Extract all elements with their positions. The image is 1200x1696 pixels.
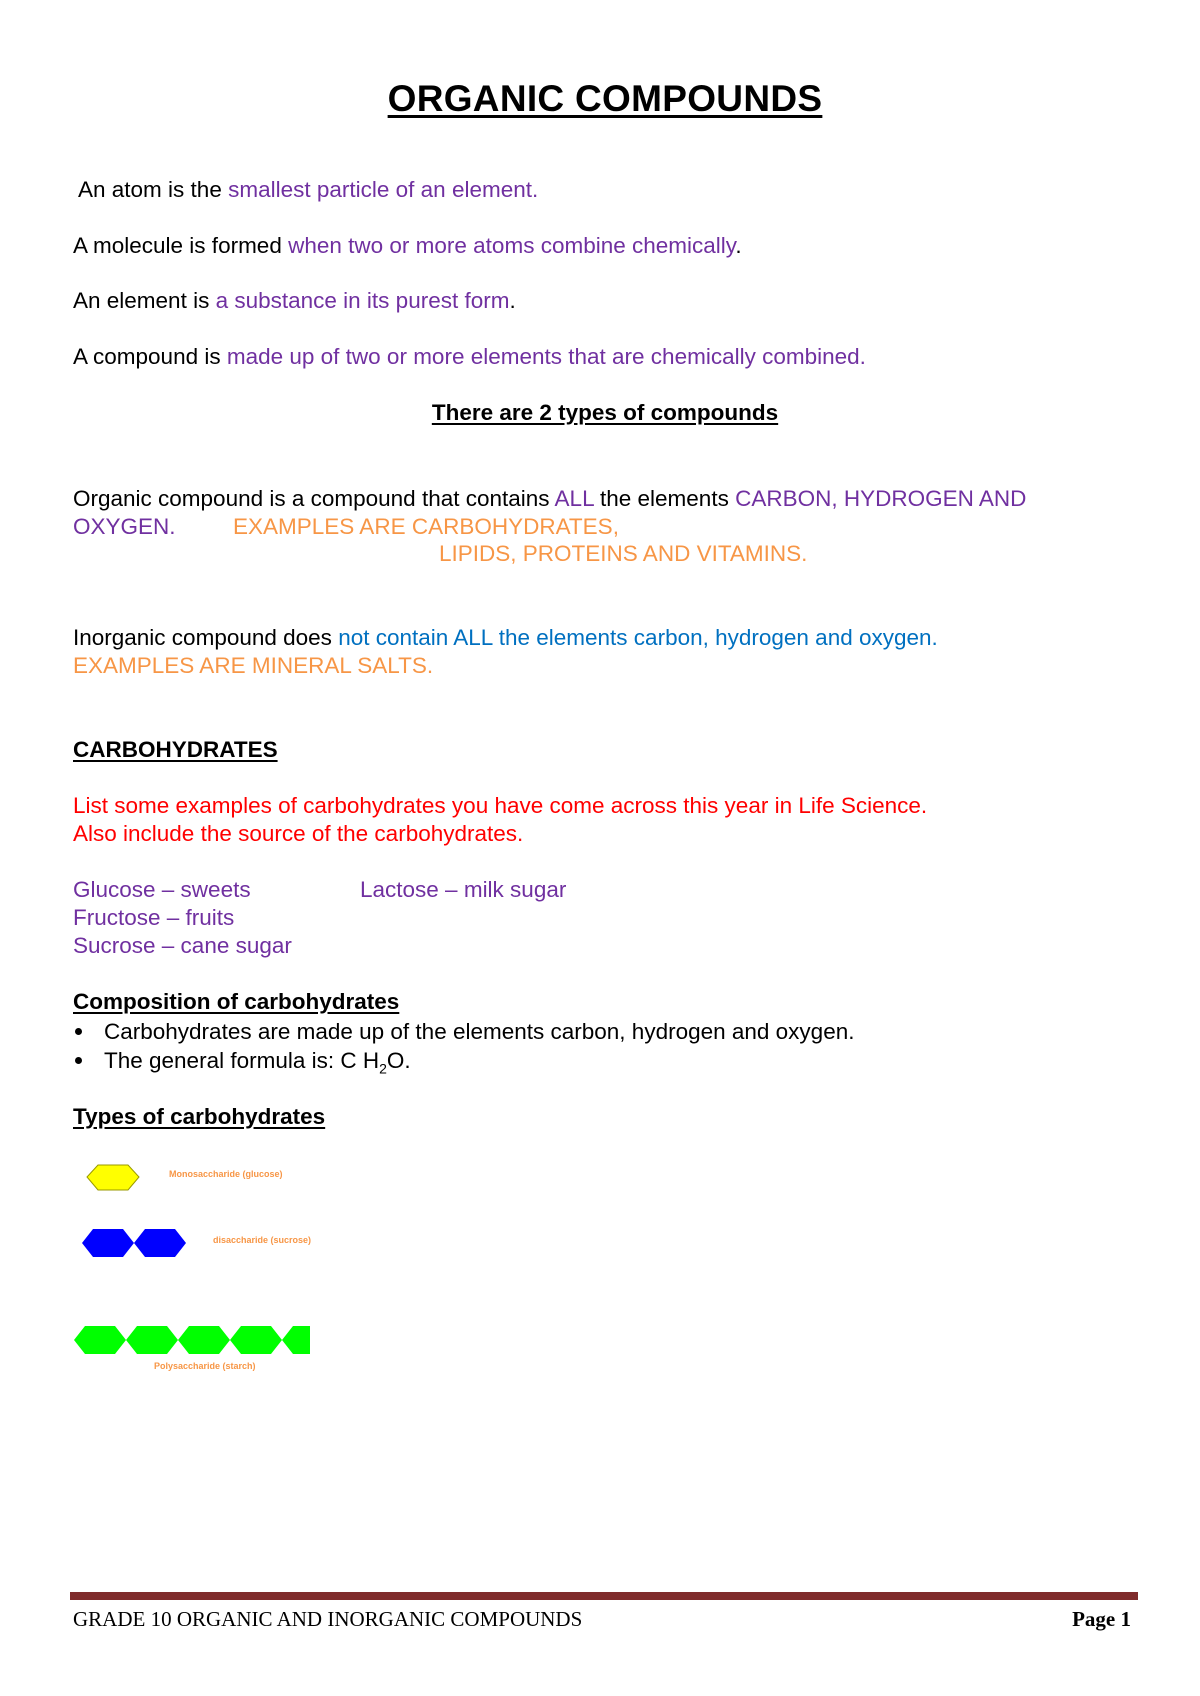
carbohydrate-diagram-svg (70, 1160, 370, 1390)
composition-bullet-2 (73, 1047, 411, 1083)
organic-elements-line-1: CARBON, HYDROGEN AND (735, 486, 1027, 511)
definition-compound-highlight: made up of two or more elements that are chemically combined. (226, 344, 866, 369)
composition-bullet-1 (73, 1018, 854, 1046)
carbohydrates-instruction-2: Also include the source of the carbohydrates. (73, 821, 524, 846)
disaccharide-hexagon-2 (134, 1229, 186, 1257)
inorganic-line-1 (73, 624, 938, 652)
polysaccharide-hexagon-3 (178, 1326, 230, 1354)
organic-line-2 (73, 513, 176, 541)
composition-heading: Composition of carbohydrates (73, 989, 400, 1014)
definition-molecule-prefix: A molecule is formed (73, 233, 289, 258)
footer-left-text: GRADE 10 ORGANIC AND INORGANIC COMPOUNDS (73, 1607, 583, 1631)
organic-elements-line-2: OXYGEN. (73, 514, 176, 539)
definition-element-suffix: . (509, 288, 516, 313)
composition-bullet-1-text: Carbohydrates are made up of the elements carbon, hydrogen and oxygen. (104, 1019, 855, 1044)
definition-molecule-highlight: when two or more atoms combine chemically (288, 233, 736, 258)
organic-examples-line-2: LIPIDS, PROTEINS AND VITAMINS. (439, 541, 808, 566)
polysaccharide-hexagon-5-partial (282, 1326, 310, 1354)
polysaccharide-hexagon-4 (230, 1326, 282, 1354)
organic-line-1 (73, 485, 1026, 513)
disaccharide-label: disaccharide (sucrose) (213, 1235, 312, 1245)
definition-element (73, 287, 516, 315)
example-glucose: Glucose – sweets (73, 877, 251, 902)
example-sucrose: Sucrose – cane sugar (73, 933, 292, 958)
monosaccharide-label: Monosaccharide (glucose) (169, 1169, 283, 1179)
carbohydrates-instruction-1: List some examples of carbohydrates you have come across this year in Life Science. (73, 793, 928, 818)
inorganic-text-1: Inorganic compound does (73, 625, 339, 650)
types-of-compounds-heading: There are 2 types of compounds (431, 400, 779, 425)
monosaccharide-hexagon (87, 1165, 139, 1190)
formula-suffix: O. (386, 1048, 411, 1073)
inorganic-highlight: not contain ALL the elements carbon, hydrogen and oxygen. (338, 625, 938, 650)
organic-examples-line-1: EXAMPLES ARE CARBOHYDRATES, (233, 514, 619, 539)
definition-atom-prefix: An atom is the (73, 177, 229, 202)
polysaccharide-hexagon-1 (74, 1326, 126, 1354)
formula-subscript: 2 (379, 1060, 387, 1077)
types-of-carbohydrates-heading: Types of carbohydrates (73, 1104, 326, 1129)
bullet-dot-icon (75, 1057, 82, 1064)
definition-element-prefix: An element is (73, 288, 216, 313)
organic-text-2: the elements (593, 486, 736, 511)
carbohydrate-types-diagram (70, 1160, 370, 1390)
organic-all: ALL (554, 486, 594, 511)
footer-rule (70, 1592, 1138, 1600)
definition-element-highlight: a substance in its purest form (215, 288, 510, 313)
footer-page-number: Page 1 (1072, 1607, 1131, 1631)
carbohydrates-heading: CARBOHYDRATES (73, 737, 278, 762)
example-fructose: Fructose – fruits (73, 905, 235, 930)
definition-atom (73, 176, 538, 204)
organic-text-1: Organic compound is a compound that contains (73, 486, 555, 511)
definition-molecule-suffix: . (735, 233, 742, 258)
inorganic-examples: EXAMPLES ARE MINERAL SALTS. (73, 653, 434, 678)
definition-molecule (73, 232, 742, 260)
disaccharide-hexagon-1 (82, 1229, 134, 1257)
example-lactose: Lactose – milk sugar (360, 877, 567, 902)
definition-compound-prefix: A compound is (73, 344, 227, 369)
bullet-dot-icon (75, 1028, 82, 1035)
polysaccharide-hexagon-2 (126, 1326, 178, 1354)
definition-atom-highlight: smallest particle of an element. (228, 177, 539, 202)
page-title: ORGANIC COMPOUNDS (387, 78, 823, 119)
formula-prefix: The general formula is: C H (104, 1048, 380, 1073)
polysaccharide-label: Polysaccharide (starch) (154, 1361, 256, 1371)
definition-compound (73, 343, 866, 371)
